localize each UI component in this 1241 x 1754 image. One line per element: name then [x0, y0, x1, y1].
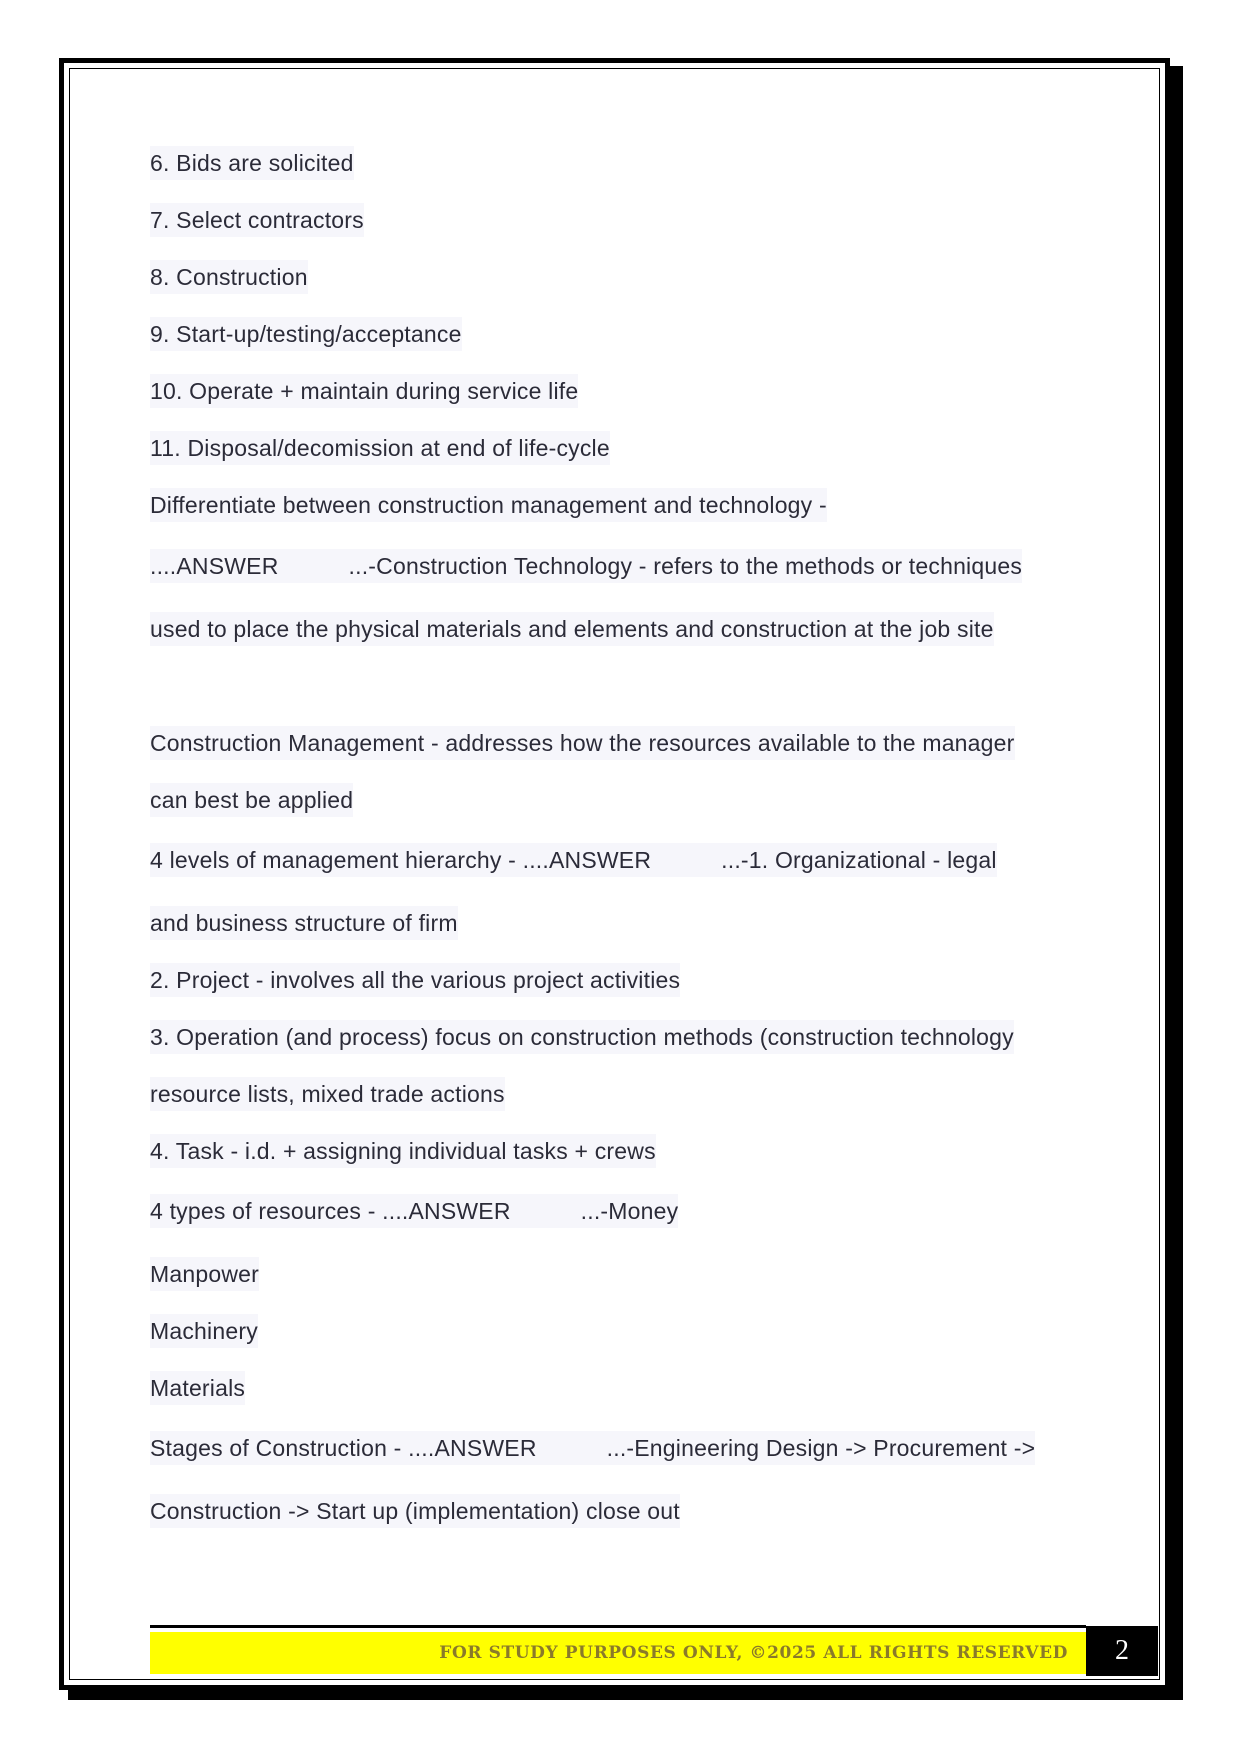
page-number: 2 [1086, 1626, 1158, 1676]
text-line: Construction -> Start up (implementation) close out [150, 1494, 680, 1528]
question-answer-line [150, 843, 997, 877]
footer-rule [150, 1625, 1086, 1628]
question-answer-line [150, 1194, 678, 1228]
text-line: and business structure of firm [150, 906, 458, 940]
question-answer-line [150, 1431, 1035, 1465]
text-line: Manpower [150, 1257, 259, 1291]
text-line: Machinery [150, 1314, 258, 1348]
text-line: 8. Construction [150, 260, 308, 294]
footer-notice-text: FOR STUDY PURPOSES ONLY, ©2025 ALL RIGHTS RESERVED [439, 1643, 1068, 1663]
answer-label: ....ANSWER [522, 847, 652, 873]
text-line: can best be applied [150, 783, 353, 817]
text-line: 7. Select contractors [150, 203, 364, 237]
answer-line [150, 549, 1022, 583]
text-line: resource lists, mixed trade actions [150, 1077, 505, 1111]
text-line: 2. Project - involves all the various project activities [150, 963, 680, 997]
text-line: used to place the physical materials and elements and construction at the job site [150, 612, 994, 646]
text-line: 10. Operate + maintain during service life [150, 374, 578, 408]
text-line: 3. Operation (and process) focus on construction methods (construction technology [150, 1020, 1014, 1054]
answer-text: ...-Construction Technology - refers to the methods or techniques [348, 553, 1023, 579]
text-line: Construction Management - addresses how the resources available to the manager [150, 726, 1015, 760]
answer-label: ....ANSWER [150, 553, 279, 579]
footer-notice [150, 1632, 1086, 1674]
answer-text: ...-Engineering Design -> Procurement -> [606, 1435, 1036, 1461]
text-line: 11. Disposal/decomission at end of life-cycle [150, 431, 610, 465]
question-text: 4 levels of management hierarchy - [150, 847, 523, 873]
answer-text: ...-1. Organizational - legal [721, 847, 997, 873]
answer-label: ....ANSWER [382, 1198, 511, 1224]
text-line: 4. Task - i.d. + assigning individual tasks + crews [150, 1134, 656, 1168]
text-line: Materials [150, 1371, 245, 1405]
text-line: 6. Bids are solicited [150, 146, 354, 180]
question-line: Differentiate between construction management and technology - [150, 488, 827, 522]
question-text: Stages of Construction - [150, 1435, 409, 1461]
answer-text: ...-Money [580, 1198, 679, 1224]
question-text: 4 types of resources - [150, 1198, 383, 1224]
answer-label: ....ANSWER [408, 1435, 537, 1461]
text-line: 9. Start-up/testing/acceptance [150, 317, 462, 351]
